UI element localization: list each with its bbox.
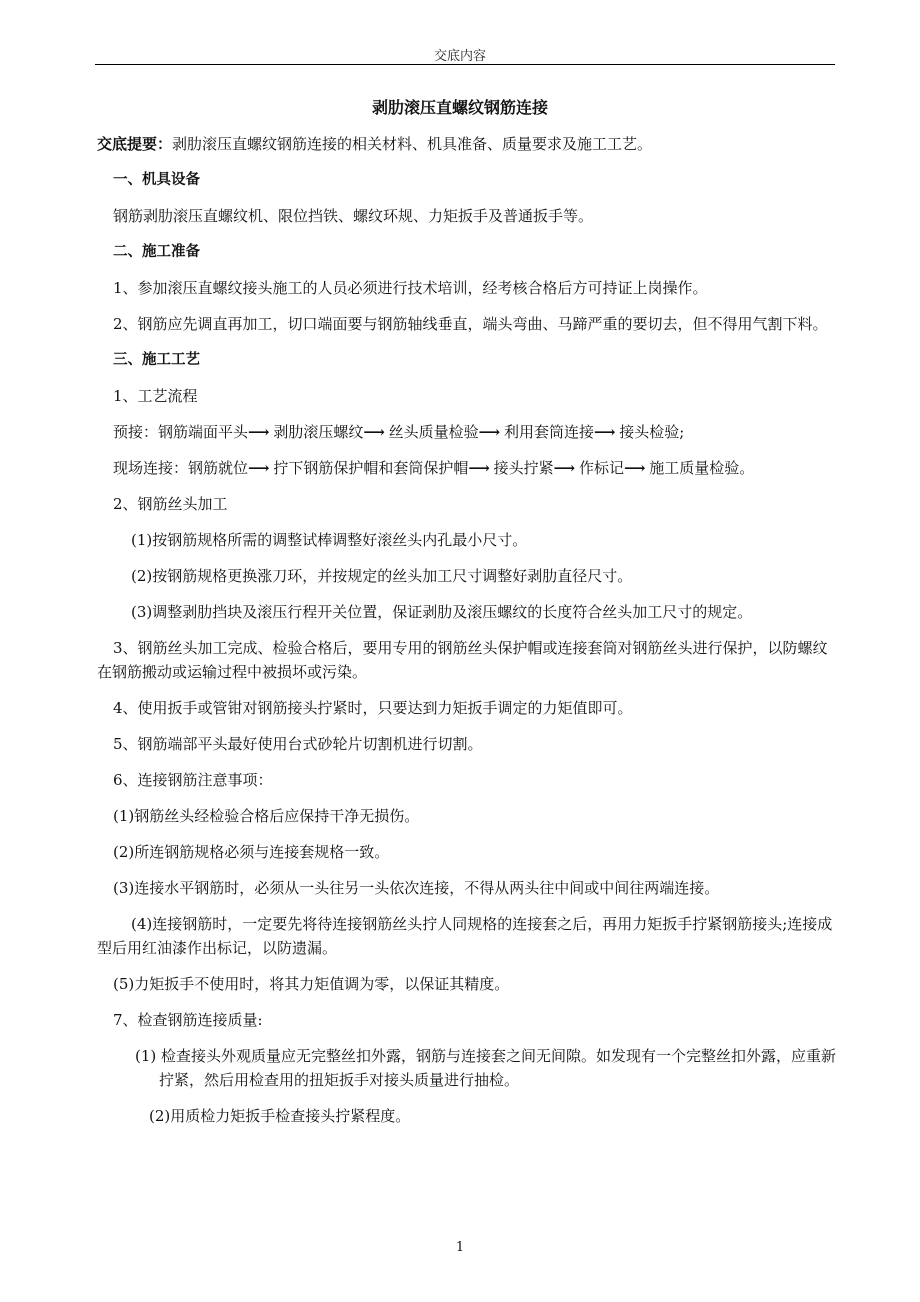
flow-arrow-icon: ⟶ (468, 459, 489, 477)
header-rule (95, 64, 835, 65)
paragraph-item-6: 6、连接钢筋注意事项： (113, 771, 273, 789)
flow-arrow-icon: ⟶ (593, 423, 615, 441)
page-number: 1 (455, 1240, 465, 1255)
list-item: (4)连接钢筋时，一定要先将待连接钢筋丝头拧人同规格的连接套之后，再用力矩扳手拧紧钢筋接头;连接成型后用红油漆作出标记，以防遗漏。 (97, 915, 833, 957)
paragraph-prep-2: 2、钢筋应先调直再加工，切口端面要与钢筋轴线垂直，端头弯曲、马蹄严重的要切去，但不得用气割下料。 (113, 315, 828, 333)
section-heading-equipment: 一、机具设备 (113, 172, 200, 188)
flow-step: 接头检验; (619, 423, 685, 441)
flow-label: 现场连接： (113, 459, 189, 477)
flow-step: 钢筋端面平头 (158, 423, 249, 441)
list-item: (1)钢筋丝头经检验合格后应保持干净无损伤。 (113, 807, 420, 825)
flow-site-connection (97, 456, 840, 480)
flow-step: 作标记 (578, 459, 624, 477)
flow-arrow-icon: ⟶ (363, 423, 384, 441)
list-item: (1)按钢筋规格所需的调整试棒调整好滚丝头内孔最小尺寸。 (131, 531, 528, 549)
flow-arrow-icon: ⟶ (248, 423, 269, 441)
page-header: 交底内容 (433, 49, 486, 64)
flow-step: 接头拧紧 (493, 459, 554, 477)
summary-label: 交底提要： (97, 135, 173, 153)
flow-step: 施工质量检验。 (649, 459, 755, 477)
summary-text: 剥肋滚压直螺纹钢筋连接的相关材料、机具准备、质量要求及施工工艺。 (172, 135, 653, 153)
paragraph-process-flow-title: 1、工艺流程 (113, 387, 198, 405)
section-heading-preparation: 二、施工准备 (113, 244, 200, 260)
section-heading-process: 三、施工工艺 (113, 352, 200, 368)
flow-step: 钢筋就位 (188, 459, 249, 477)
document-title: 剥肋滚压直螺纹钢筋连接 (371, 98, 548, 117)
list-item: (3)连接水平钢筋时，必须从一头往另一头依次连接，不得从两头往中间或中间往两端连接。 (113, 879, 720, 897)
flow-step: 剥肋滚压螺纹 (273, 423, 364, 441)
list-item: (5)力矩扳手不使用时，将其力矩值调为零，以保证其精度。 (113, 975, 510, 993)
paragraph-item-4: 4、使用扳手或管钳对钢筋接头拧紧时，只要达到力矩扳手调定的力矩值即可。 (113, 699, 633, 717)
paragraph-item-5: 5、钢筋端部平头最好使用台式砂轮片切割机进行切割。 (113, 735, 483, 753)
list-item: (2)用质检力矩扳手检查接头拧紧程度。 (149, 1107, 411, 1125)
summary (97, 132, 840, 156)
list-item: (3)调整剥肋挡块及滚压行程开关位置，保证剥肋及滚压螺纹的长度符合丝头加工尺寸的规定。 (131, 603, 753, 621)
flow-arrow-icon: ⟶ (478, 423, 500, 441)
paragraph-item-7: 7、检查钢筋连接质量: (113, 1011, 263, 1029)
list-item: (1) 检查接头外观质量应无完整丝扣外露，钢筋与连接套之间无间隙。如发现有一个完整丝扣外露，应重新拧紧，然后用检查用的扭矩扳手对接头质量进行抽检。 (135, 1047, 837, 1089)
flow-step: 丝头质量检验 (388, 423, 479, 441)
document-body (97, 132, 840, 1140)
flow-pre-connection (97, 420, 840, 444)
paragraph-prep-1: 1、参加滚压直螺纹接头施工的人员必须进行技术培训，经考核合格后方可持证上岗操作。 (113, 279, 708, 297)
flow-arrow-icon: ⟶ (553, 459, 575, 477)
list-item: (2)所连钢筋规格必须与连接套规格一致。 (113, 843, 390, 861)
paragraph-item-3: 3、钢筋丝头加工完成、检验合格后，要用专用的钢筋丝头保护帽或连接套筒对钢筋丝头进行保护，以防螺纹在钢筋搬动或运输过程中被损坏或污染。 (97, 639, 828, 681)
paragraph-equipment: 钢筋剥肋滚压直螺纹机、限位挡铁、螺纹环规、力矩扳手及普通扳手等。 (113, 207, 594, 225)
flow-step: 利用套筒连接 (503, 423, 594, 441)
flow-label: 预接： (113, 423, 159, 441)
list-item: (2)按钢筋规格更换涨刀环，并按规定的丝头加工尺寸调整好剥肋直径尺寸。 (131, 567, 633, 585)
paragraph-thread-processing: 2、钢筋丝头加工 (113, 495, 228, 513)
flow-arrow-icon: ⟶ (248, 459, 269, 477)
flow-arrow-icon: ⟶ (623, 459, 645, 477)
flow-step: 拧下钢筋保护帽和套筒保护帽 (273, 459, 469, 477)
